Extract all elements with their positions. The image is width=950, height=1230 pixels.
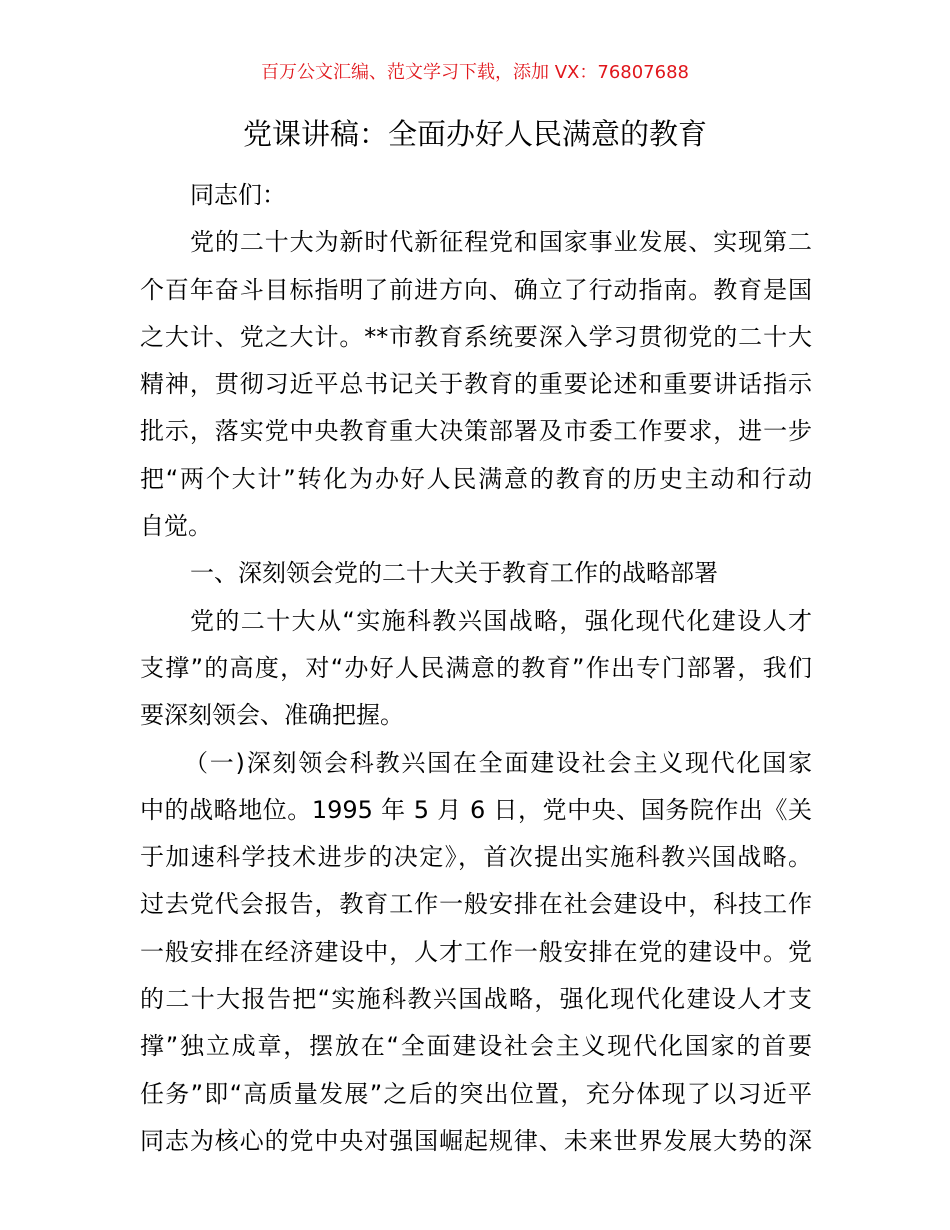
paragraph-line: 任务”即“高质量发展”之后的突出位置，充分体现了以习近平 xyxy=(140,1079,812,1108)
paragraph-line: 批示，落实党中央教育重大决策部署及市委工作要求，进一步 xyxy=(140,417,812,446)
section-heading: 一、深刻领会党的二十大关于教育工作的战略部署 xyxy=(190,559,718,588)
paragraph-line: 要深刻领会、准确把握。 xyxy=(140,701,404,730)
document-body xyxy=(140,172,812,1165)
paragraph-line: 同志为核心的党中央对强国崛起规律、未来世界发展大势的深 xyxy=(140,1126,812,1155)
salutation: 同志们： xyxy=(190,181,286,209)
paragraph-line: 精神，贯彻习近平总书记关于教育的重要论述和重要讲话指示 xyxy=(140,370,812,399)
paragraph-line: 把“两个大计”转化为办好人民满意的教育的历史主动和行动 xyxy=(140,464,812,493)
watermark-banner: 百万公文汇编、范文学习下载，添加 VX：76807688 xyxy=(261,62,689,83)
paragraph-line: 撑”独立成章，摆放在“全面建设社会主义现代化国家的首要 xyxy=(140,1032,812,1061)
paragraph-line: （一)深刻领会科教兴国在全面建设社会主义现代化国家 xyxy=(184,748,812,777)
paragraph-line: 个百年奋斗目标指明了前进方向、确立了行动指南。教育是国 xyxy=(140,275,812,304)
paragraph-line: 支撑”的高度，对“办好人民满意的教育”作出专门部署，我们 xyxy=(140,653,812,682)
paragraph-line: 一般安排在经济建设中，人才工作一般安排在党的建设中。党 xyxy=(140,937,812,966)
paragraph-line: 党的二十大为新时代新征程党和国家事业发展、实现第二 xyxy=(190,228,812,257)
paragraph-line: 自觉。 xyxy=(140,512,212,541)
paragraph-line: 中的战略地位。1995 年 5 月 6 日，党中央、国务院作出《关 xyxy=(140,795,812,824)
paragraph-subsection-1 xyxy=(140,740,812,1166)
paragraph-line: 过去党代会报告，教育工作一般安排在社会建设中，科技工作 xyxy=(140,890,812,919)
paragraph-line: 之大计、党之大计。**市教育系统要深入学习贯彻党的二十大 xyxy=(140,322,812,351)
document-title: 党课讲稿：全面办好人民满意的教育 xyxy=(242,117,707,151)
paragraph-line: 党的二十大从“实施科教兴国战略，强化现代化建设人才 xyxy=(190,606,812,635)
paragraph-section-intro xyxy=(140,598,812,740)
paragraph-line: 的二十大报告把“实施科教兴国战略，强化现代化建设人才支 xyxy=(140,985,812,1014)
paragraph-line: 于加速科学技术进步的决定》，首次提出实施科教兴国战略。 xyxy=(140,843,812,872)
paragraph-intro xyxy=(140,219,812,550)
